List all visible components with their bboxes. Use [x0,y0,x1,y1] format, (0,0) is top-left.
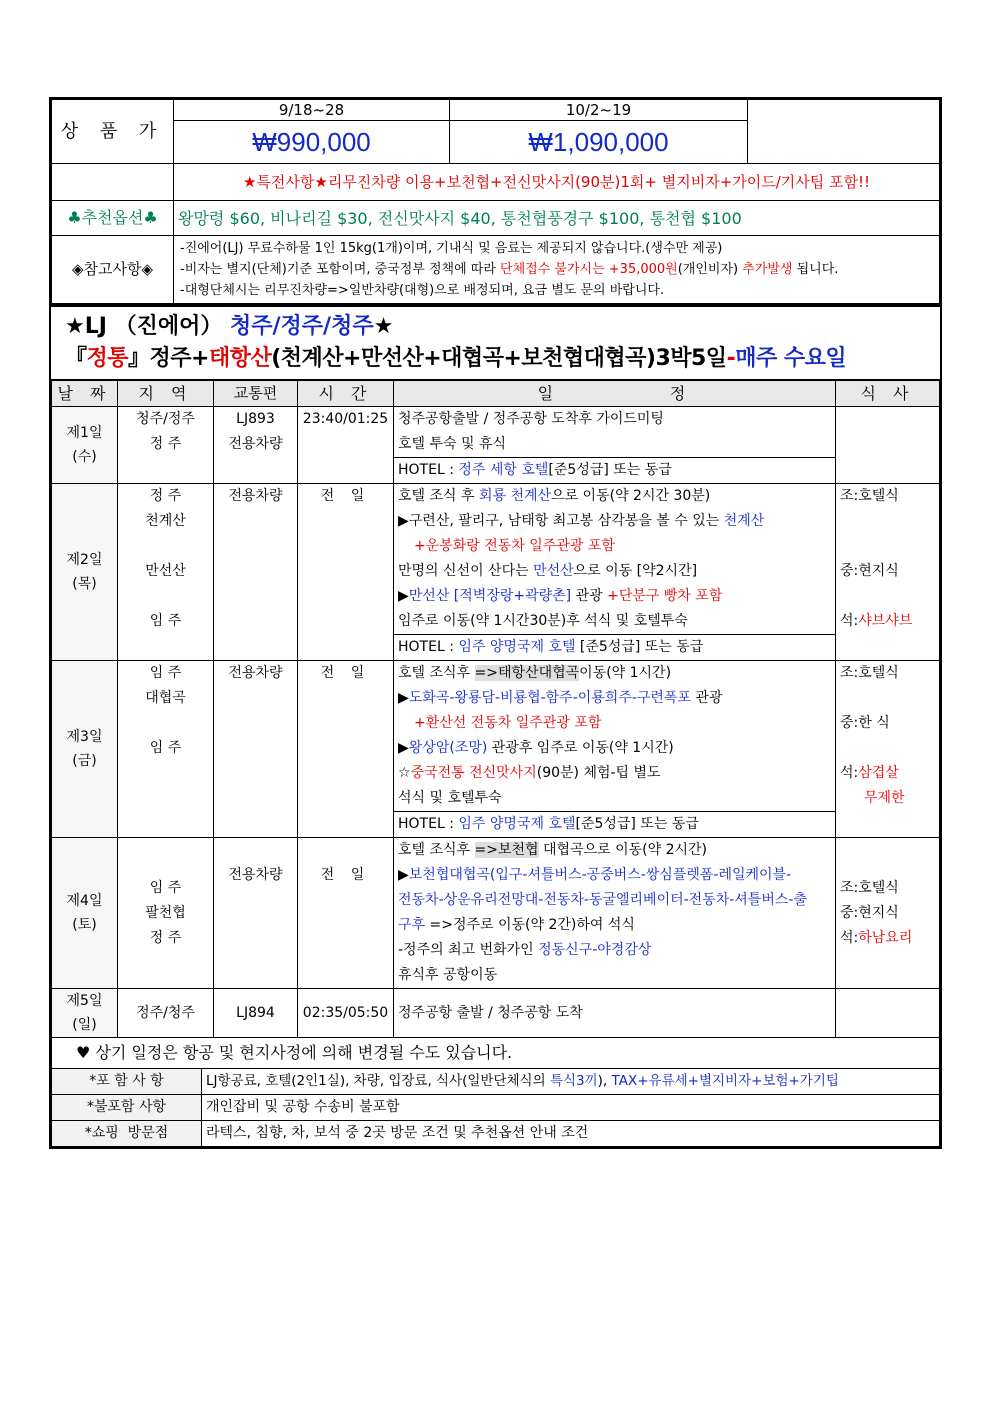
header-date: 날 짜 [52,381,118,407]
included-label: *포 함 사 항 [52,1069,202,1095]
header-transport: 교통편 [214,381,298,407]
day2-meal: 조:호텔식 중:현지식 석:샤브샤브 [836,484,940,661]
day4-meal: 조:호텔식 중:현지식 석:하남요리 [836,838,940,989]
options-text: 왕망령 $60, 비나리길 $30, 전신맛사지 $40, 통천협풍경구 $100, 통천협 $100 [174,201,940,236]
excluded-label: *불포함 사항 [52,1095,202,1121]
title-line-2: 『정통』정주+태항산(천계산+만선산+대협곡+보천협대협곡)3박5일-매주 수요일 [65,346,847,371]
day3-date: 제3일 (금) [52,661,118,838]
notice: ♥ 상기 일정은 항공 및 현지사정에 의해 변경될 수도 있습니다. [52,1038,940,1069]
shopping-text: 라텍스, 침향, 차, 보석 중 2곳 방문 조건 및 추천옵션 안내 조건 [202,1121,940,1147]
day3-hotel: HOTEL : 임주 양명국제 호텔[준5성급] 또는 동급 [394,811,835,837]
day2-region: 정 주 천계산 만선산 임 주 [118,484,214,661]
day4-region: 임 주 팔천협 정 주 [118,838,214,989]
itinerary-sheet [49,97,942,1149]
day5-date: 제5일 (일) [52,989,118,1038]
title-block [51,304,940,380]
day3-time: 전 일 [298,661,394,838]
empty-cell [748,100,940,164]
header-region: 지 역 [118,381,214,407]
day2-schedule: 호텔 조식 후 회룡 천계산으로 이동(약 2시간 30분) ▶구련산, 팔리구, 남태항 최고봉 삼각봉을 볼 수 있는 천계산 +운봉화랑 전동차 일주관광 포함 만명의 신선이 산다는 만선산으로 이동 [약2시간] ▶만선산 [적벽장랑+곽량촌] 관광 +단분구 빵차 포함 임주로 이동(약 1시간30분)후 석식 및 호텔투숙 HOTEL : 임주 양명국제 호텔 [준5성급] 또는 동급 [394,484,836,661]
day1-meal [836,407,940,484]
day5-time: 02:35/05:50 [298,989,394,1038]
note-line-3: -대형단체시는 리무진차량=>일반차량(대형)으로 배정되며, 요금 별도 문의 바랍니다. [180,283,665,298]
blank-label [52,164,174,201]
shopping-label: *쇼핑 방문점 [52,1121,202,1147]
day3-schedule: 호텔 조식후 =>태항산대협곡이동(약 1시간) ▶도화곡-왕룡담-비룡협-함주-이룡희주-구련폭포 관광 +환산선 전동차 일주관광 포함 ▶왕상암(조망) 관광후 임주로 이동(약 1시간) ☆중국전통 전신맛사지(90분) 체험-팁 별도 석식 및 호텔투숙 HOTEL : 임주 양명국제 호텔[준5성급] 또는 동급 [394,661,836,838]
day2-transport: 전용차량 [214,484,298,661]
footer-table [51,1038,940,1147]
day4-transport: 전용차량 [214,838,298,989]
price-2: ₩1,090,000 [450,121,748,164]
day4-time: 전 일 [298,838,394,989]
day1-schedule: 청주공항출발 / 정주공항 도착후 가이드미팅 호텔 투숙 및 휴식 HOTEL : 정주 세항 호텔[준5성급] 또는 동급 [394,407,836,484]
day1-time: 23:40/01:25 [298,407,394,484]
schedule-table [51,380,940,1038]
price-label: 상 품 가 [52,100,174,164]
header-time: 시 간 [298,381,394,407]
options-label: ♣추천옵션♣ [52,201,174,236]
day1-date: 제1일 (수) [52,407,118,484]
special-benefits: ★특전사항★리무진차량 이용+보천협+전신맛사지(90분)1회+ 별지비자+가이드/기사팁 포함!! [174,164,940,201]
notes-text [174,236,940,304]
period-2: 10/2~19 [450,100,748,121]
day3-region: 임 주 대협곡 임 주 [118,661,214,838]
title-line-1: ★LJ （진에어） 청주/정주/청주★ [65,314,394,339]
day1-transport: LJ893 전용차량 [214,407,298,484]
header-meal: 식 사 [836,381,940,407]
day2-hotel: HOTEL : 임주 양명국제 호텔 [준5성급] 또는 동급 [394,634,835,660]
day5-schedule: 정주공항 출발 / 청주공항 도착 [394,989,836,1038]
excluded-text: 개인잡비 및 공항 수송비 불포함 [202,1095,940,1121]
day4-date: 제4일 (토) [52,838,118,989]
header-schedule: 일 정 [394,381,836,407]
day2-date: 제2일 (목) [52,484,118,661]
price-table [51,99,940,304]
price-1: ₩990,000 [174,121,450,164]
day4-schedule: 호텔 조식후 =>보천협 대협곡으로 이동(약 2시간) ▶보천협대협곡(입구-셔틀버스-공중버스-쌍심플렛폼-레일케이블- 전동차-상운유리전망대-전동차-동굴엘리베이터-전동차-셔틀버스-출 구후 =>정주로 이동(약 2간)하여 석식 -정주의 최고 번화가인 정동신구-야경감상 휴식후 공항이동 [394,838,836,989]
day5-meal [836,989,940,1038]
day1-hotel: HOTEL : 정주 세항 호텔[준5성급] 또는 동급 [394,457,835,483]
day2-time: 전 일 [298,484,394,661]
day5-transport: LJ894 [214,989,298,1038]
included-text: LJ항공료, 호텔(2인1실), 차량, 입장료, 식사(일반단체식의 특식3끼), TAX+유류세+별지비자+보험+가기팁 [202,1069,940,1095]
day1-region: 청주/정주 정 주 [118,407,214,484]
notes-label: ◈참고사항◈ [52,236,174,304]
day3-meal: 조:호텔식 중:한 식 석:삼겹살 무제한 [836,661,940,838]
period-1: 9/18~28 [174,100,450,121]
note-line-1: -진에어(LJ) 무료수하물 1인 15kg(1개)이며, 기내식 및 음료는 제공되지 않습니다.(생수만 제공) [180,241,723,256]
day3-transport: 전용차량 [214,661,298,838]
day5-region: 정주/청주 [118,989,214,1038]
note-line-2: -비자는 별지(단체)기준 포함이며, 중국정부 정책에 따라 단체접수 불가시는 +35,000원(개인비자) 추가발생 됩니다. [180,262,839,277]
